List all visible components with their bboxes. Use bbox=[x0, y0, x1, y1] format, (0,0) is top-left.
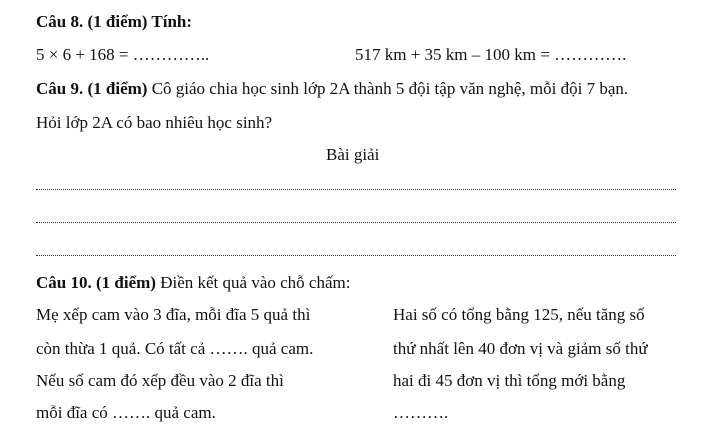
answer-line-2[interactable] bbox=[36, 222, 676, 223]
right-problem-line-3: hai đi 45 đơn vị thì tổng mới bằng bbox=[393, 371, 626, 390]
question-9-text-1: Cô giáo chia học sinh lớp 2A thành 5 đội tập văn nghệ, mỗi đội 7 bạn. bbox=[147, 79, 629, 98]
right-problem-line-2: thứ nhất lên 40 đơn vị và giảm số thứ bbox=[393, 339, 648, 358]
question-9-text-2: Hỏi lớp 2A có bao nhiêu học sinh? bbox=[36, 113, 273, 132]
left-problem-line-4: mỗi đĩa có ……. quả cam. bbox=[36, 403, 216, 422]
left-problem-line-3: Nếu số cam đó xếp đều vào 2 đĩa thì bbox=[36, 371, 284, 390]
question-10-label: Câu 10. (1 điểm) bbox=[36, 273, 156, 292]
answer-line-3[interactable] bbox=[36, 255, 676, 256]
left-problem-line-2: còn thừa 1 quả. Có tất cả ……. quả cam. bbox=[36, 339, 314, 358]
question-8-label: Câu 8. (1 điểm) Tính: bbox=[36, 12, 193, 31]
right-problem-line-4: ………. bbox=[393, 403, 449, 422]
answer-line-1[interactable] bbox=[36, 189, 676, 190]
question-10-line bbox=[36, 273, 350, 293]
question-9-label: Câu 9. (1 điểm) bbox=[36, 79, 148, 98]
solution-heading: Bài giải bbox=[326, 145, 380, 164]
question-10-intro: Điền kết quả vào chỗ chấm: bbox=[155, 273, 351, 292]
question-8-expression-1: 5 × 6 + 168 = ………….. bbox=[36, 45, 210, 64]
right-problem-line-1: Hai số có tổng bằng 125, nếu tăng số bbox=[393, 305, 645, 324]
left-problem-line-1: Mẹ xếp cam vào 3 đĩa, mỗi đĩa 5 quả thì bbox=[36, 305, 311, 324]
question-9-line-1 bbox=[36, 79, 628, 99]
question-8-expression-2: 517 km + 35 km – 100 km = …………. bbox=[355, 45, 627, 64]
